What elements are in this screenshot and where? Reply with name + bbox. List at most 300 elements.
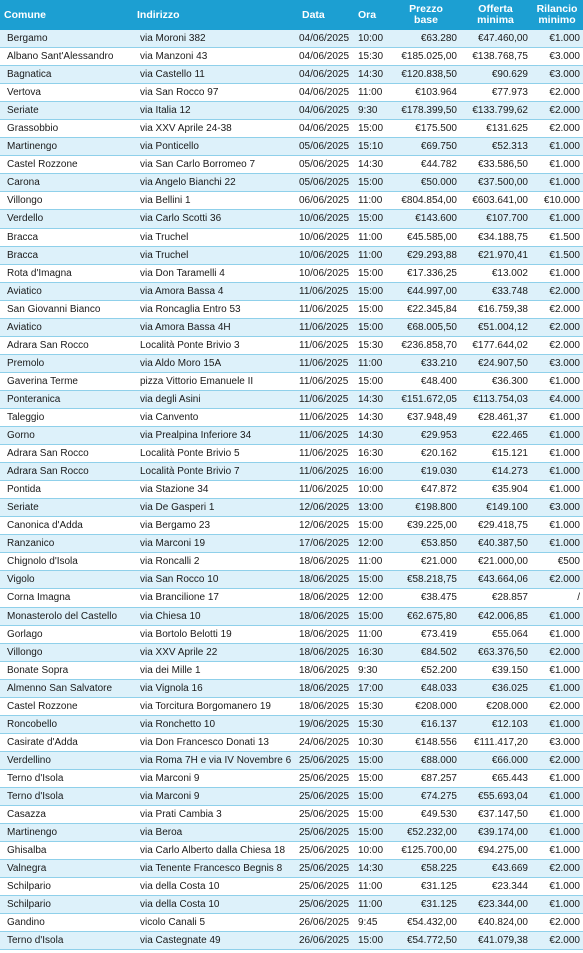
cell-rilancio-minimo: €2.000: [531, 120, 583, 138]
cell-indirizzo: via Marconi 9: [133, 787, 298, 805]
cell-comune: Villongo: [0, 192, 133, 210]
cell-data: 25/06/2025: [298, 878, 354, 896]
cell-rilancio-minimo: €3.000: [531, 66, 583, 84]
table-row: [0, 300, 583, 318]
cell-ora: 15:30: [354, 336, 392, 354]
cell-offerta-minima: €28.857: [460, 589, 531, 607]
cell-comune: Corna Imagna: [0, 589, 133, 607]
cell-indirizzo: via Truchel: [133, 246, 298, 264]
cell-prezzo-base: €120.838,50: [392, 66, 460, 84]
cell-data: 04/06/2025: [298, 84, 354, 102]
table-row: [0, 589, 583, 607]
cell-data: 11/06/2025: [298, 408, 354, 426]
cell-data: 05/06/2025: [298, 174, 354, 192]
table-row: [0, 625, 583, 643]
cell-indirizzo: via San Rocco 97: [133, 84, 298, 102]
cell-rilancio-minimo: €2.000: [531, 300, 583, 318]
cell-rilancio-minimo: €2.000: [531, 282, 583, 300]
header-offerta-minima: Offerta minima: [460, 0, 531, 30]
cell-rilancio-minimo: €1.000: [531, 896, 583, 914]
cell-indirizzo: via Truchel: [133, 228, 298, 246]
cell-data: 11/06/2025: [298, 463, 354, 481]
cell-data: 11/06/2025: [298, 372, 354, 390]
cell-offerta-minima: €23.344: [460, 878, 531, 896]
cell-comune: Martinengo: [0, 138, 133, 156]
cell-rilancio-minimo: €1.000: [531, 769, 583, 787]
cell-comune: Adrara San Rocco: [0, 336, 133, 354]
cell-data: 19/06/2025: [298, 715, 354, 733]
cell-ora: 15:00: [354, 751, 392, 769]
cell-prezzo-base: €33.210: [392, 354, 460, 372]
cell-comune: Ghisalba: [0, 842, 133, 860]
cell-rilancio-minimo: €500: [531, 553, 583, 571]
cell-indirizzo: via Chiesa 10: [133, 607, 298, 625]
cell-indirizzo: via Canvento: [133, 408, 298, 426]
cell-prezzo-base: €54.432,00: [392, 914, 460, 932]
cell-offerta-minima: €35.904: [460, 481, 531, 499]
cell-comune: Verdello: [0, 210, 133, 228]
cell-indirizzo: vicolo Canali 5: [133, 914, 298, 932]
table-row: [0, 571, 583, 589]
table-row: [0, 751, 583, 769]
cell-indirizzo: via Stazione 34: [133, 481, 298, 499]
cell-data: 11/06/2025: [298, 427, 354, 445]
cell-data: 25/06/2025: [298, 896, 354, 914]
cell-rilancio-minimo: €1.000: [531, 806, 583, 824]
cell-data: 18/06/2025: [298, 679, 354, 697]
cell-prezzo-base: €29.953: [392, 427, 460, 445]
cell-data: 25/06/2025: [298, 806, 354, 824]
cell-offerta-minima: €43.669: [460, 860, 531, 878]
cell-comune: Adrara San Rocco: [0, 463, 133, 481]
cell-ora: 10:30: [354, 733, 392, 751]
table-row: [0, 463, 583, 481]
cell-indirizzo: via XXV Aprile 24-38: [133, 120, 298, 138]
cell-offerta-minima: €12.103: [460, 715, 531, 733]
table-row: [0, 156, 583, 174]
cell-ora: 15:00: [354, 769, 392, 787]
cell-indirizzo: via Prealpina Inferiore 34: [133, 427, 298, 445]
table-row: [0, 679, 583, 697]
cell-indirizzo: via XXV Aprile 22: [133, 643, 298, 661]
cell-ora: 11:00: [354, 84, 392, 102]
cell-prezzo-base: €88.000: [392, 751, 460, 769]
cell-indirizzo: via Brancilione 17: [133, 589, 298, 607]
cell-rilancio-minimo: €1.500: [531, 246, 583, 264]
cell-data: 18/06/2025: [298, 661, 354, 679]
cell-ora: 16:30: [354, 643, 392, 661]
cell-prezzo-base: €68.005,50: [392, 318, 460, 336]
cell-ora: 15:00: [354, 517, 392, 535]
cell-ora: 15:00: [354, 120, 392, 138]
table-row: [0, 390, 583, 408]
table-row: [0, 769, 583, 787]
cell-rilancio-minimo: €3.000: [531, 733, 583, 751]
table-row: [0, 517, 583, 535]
cell-ora: 11:00: [354, 878, 392, 896]
cell-offerta-minima: €21.970,41: [460, 246, 531, 264]
cell-comune: Valnegra: [0, 860, 133, 878]
cell-data: 12/06/2025: [298, 517, 354, 535]
cell-ora: 11:00: [354, 228, 392, 246]
cell-comune: Terno d'Isola: [0, 932, 133, 950]
cell-prezzo-base: €73.419: [392, 625, 460, 643]
cell-rilancio-minimo: €2.000: [531, 697, 583, 715]
cell-data: 10/06/2025: [298, 246, 354, 264]
cell-offerta-minima: €33.586,50: [460, 156, 531, 174]
table-row: [0, 661, 583, 679]
table-row: [0, 246, 583, 264]
cell-offerta-minima: €21.000,00: [460, 553, 531, 571]
table-row: [0, 553, 583, 571]
cell-comune: Schilpario: [0, 878, 133, 896]
cell-data: 04/06/2025: [298, 102, 354, 120]
cell-prezzo-base: €236.858,70: [392, 336, 460, 354]
cell-data: 10/06/2025: [298, 264, 354, 282]
cell-ora: 15:10: [354, 138, 392, 156]
cell-prezzo-base: €47.872: [392, 481, 460, 499]
header-comune: Comune: [0, 0, 133, 30]
cell-data: 11/06/2025: [298, 282, 354, 300]
cell-prezzo-base: €84.502: [392, 643, 460, 661]
cell-data: 11/06/2025: [298, 336, 354, 354]
cell-rilancio-minimo: €2.000: [531, 336, 583, 354]
cell-offerta-minima: €40.824,00: [460, 914, 531, 932]
cell-indirizzo: Località Ponte Brivio 7: [133, 463, 298, 481]
cell-comune: Albano Sant'Alessandro: [0, 48, 133, 66]
cell-comune: Aviatico: [0, 318, 133, 336]
cell-comune: Bagnatica: [0, 66, 133, 84]
cell-ora: 14:30: [354, 408, 392, 426]
table-row: [0, 228, 583, 246]
cell-ora: 15:00: [354, 824, 392, 842]
cell-data: 04/06/2025: [298, 66, 354, 84]
cell-prezzo-base: €49.530: [392, 806, 460, 824]
table-row: [0, 84, 583, 102]
cell-comune: Gaverina Terme: [0, 372, 133, 390]
table-row: [0, 408, 583, 426]
cell-indirizzo: via Manzoni 43: [133, 48, 298, 66]
cell-offerta-minima: €42.006,85: [460, 607, 531, 625]
cell-offerta-minima: €94.275,00: [460, 842, 531, 860]
cell-offerta-minima: €43.664,06: [460, 571, 531, 589]
cell-prezzo-base: €44.782: [392, 156, 460, 174]
cell-comune: Castel Rozzone: [0, 697, 133, 715]
cell-prezzo-base: €22.345,84: [392, 300, 460, 318]
cell-indirizzo: via Amora Bassa 4H: [133, 318, 298, 336]
cell-data: 25/06/2025: [298, 769, 354, 787]
table-row: [0, 643, 583, 661]
cell-ora: 15:00: [354, 300, 392, 318]
cell-data: 11/06/2025: [298, 318, 354, 336]
cell-comune: Aviatico: [0, 282, 133, 300]
cell-offerta-minima: €37.147,50: [460, 806, 531, 824]
cell-prezzo-base: €103.964: [392, 84, 460, 102]
cell-rilancio-minimo: €2.000: [531, 860, 583, 878]
cell-offerta-minima: €29.418,75: [460, 517, 531, 535]
table-row: [0, 427, 583, 445]
table-row: [0, 481, 583, 499]
cell-ora: 14:30: [354, 156, 392, 174]
table-row: [0, 878, 583, 896]
cell-offerta-minima: €47.460,00: [460, 30, 531, 48]
table-row: [0, 806, 583, 824]
cell-prezzo-base: €19.030: [392, 463, 460, 481]
cell-indirizzo: via Angelo Bianchi 22: [133, 174, 298, 192]
cell-ora: 9:30: [354, 661, 392, 679]
cell-offerta-minima: €14.273: [460, 463, 531, 481]
cell-ora: 14:30: [354, 427, 392, 445]
table-row: [0, 318, 583, 336]
cell-rilancio-minimo: €1.000: [531, 787, 583, 805]
cell-ora: 15:00: [354, 210, 392, 228]
cell-ora: 15:00: [354, 372, 392, 390]
cell-comune: San Giovanni Bianco: [0, 300, 133, 318]
table-row: [0, 914, 583, 932]
cell-offerta-minima: €107.700: [460, 210, 531, 228]
table-row: [0, 824, 583, 842]
cell-comune: Gorno: [0, 427, 133, 445]
cell-comune: Castel Rozzone: [0, 156, 133, 174]
cell-data: 10/06/2025: [298, 228, 354, 246]
cell-comune: Casirate d'Adda: [0, 733, 133, 751]
table-row: [0, 535, 583, 553]
cell-comune: Vigolo: [0, 571, 133, 589]
table-row: [0, 48, 583, 66]
table-row: [0, 860, 583, 878]
cell-offerta-minima: €39.150: [460, 661, 531, 679]
cell-offerta-minima: €41.079,38: [460, 932, 531, 950]
cell-data: 25/06/2025: [298, 860, 354, 878]
cell-prezzo-base: €62.675,80: [392, 607, 460, 625]
cell-offerta-minima: €16.759,38: [460, 300, 531, 318]
cell-prezzo-base: €58.218,75: [392, 571, 460, 589]
cell-indirizzo: via Prati Cambia 3: [133, 806, 298, 824]
cell-data: 18/06/2025: [298, 589, 354, 607]
cell-ora: 15:00: [354, 264, 392, 282]
cell-offerta-minima: €149.100: [460, 499, 531, 517]
cell-rilancio-minimo: €1.000: [531, 625, 583, 643]
table-row: [0, 264, 583, 282]
cell-indirizzo: via Roma 7H e via IV Novembre 6: [133, 751, 298, 769]
cell-rilancio-minimo: €1.000: [531, 824, 583, 842]
table-row: [0, 210, 583, 228]
cell-indirizzo: via Bergamo 23: [133, 517, 298, 535]
cell-offerta-minima: €51.004,12: [460, 318, 531, 336]
cell-offerta-minima: €40.387,50: [460, 535, 531, 553]
cell-rilancio-minimo: €1.000: [531, 517, 583, 535]
cell-comune: Adrara San Rocco: [0, 445, 133, 463]
cell-comune: Bracca: [0, 228, 133, 246]
cell-rilancio-minimo: €2.000: [531, 932, 583, 950]
cell-comune: Verdellino: [0, 751, 133, 769]
cell-prezzo-base: €69.750: [392, 138, 460, 156]
cell-offerta-minima: €66.000: [460, 751, 531, 769]
cell-prezzo-base: €45.585,00: [392, 228, 460, 246]
cell-rilancio-minimo: €1.000: [531, 427, 583, 445]
table-row: [0, 932, 583, 950]
cell-data: 25/06/2025: [298, 787, 354, 805]
cell-rilancio-minimo: €10.000: [531, 192, 583, 210]
cell-prezzo-base: €31.125: [392, 896, 460, 914]
cell-comune: Carona: [0, 174, 133, 192]
cell-rilancio-minimo: €2.000: [531, 643, 583, 661]
cell-prezzo-base: €148.556: [392, 733, 460, 751]
cell-ora: 14:30: [354, 66, 392, 84]
cell-prezzo-base: €185.025,00: [392, 48, 460, 66]
cell-ora: 11:00: [354, 553, 392, 571]
cell-ora: 15:30: [354, 697, 392, 715]
cell-comune: Terno d'Isola: [0, 787, 133, 805]
cell-data: 17/06/2025: [298, 535, 354, 553]
cell-ora: 15:00: [354, 607, 392, 625]
cell-offerta-minima: €133.799,62: [460, 102, 531, 120]
cell-comune: Gandino: [0, 914, 133, 932]
cell-comune: Bonate Sopra: [0, 661, 133, 679]
cell-indirizzo: via Torcitura Borgomanero 19: [133, 697, 298, 715]
cell-rilancio-minimo: €2.000: [531, 914, 583, 932]
cell-rilancio-minimo: €1.000: [531, 679, 583, 697]
cell-offerta-minima: €37.500,00: [460, 174, 531, 192]
cell-ora: 15:00: [354, 932, 392, 950]
cell-offerta-minima: €22.465: [460, 427, 531, 445]
cell-comune: Vertova: [0, 84, 133, 102]
header-rilancio-minimo: Rilancio minimo: [531, 0, 583, 30]
cell-data: 06/06/2025: [298, 192, 354, 210]
cell-comune: Villongo: [0, 643, 133, 661]
cell-data: 11/06/2025: [298, 300, 354, 318]
cell-ora: 10:00: [354, 30, 392, 48]
cell-ora: 11:00: [354, 246, 392, 264]
cell-rilancio-minimo: €1.000: [531, 715, 583, 733]
cell-rilancio-minimo: €4.000: [531, 390, 583, 408]
table-row: [0, 66, 583, 84]
cell-comune: Schilpario: [0, 896, 133, 914]
cell-data: 18/06/2025: [298, 553, 354, 571]
cell-ora: 14:30: [354, 860, 392, 878]
cell-data: 12/06/2025: [298, 499, 354, 517]
header-ora: Ora: [354, 0, 392, 30]
cell-comune: Almenno San Salvatore: [0, 679, 133, 697]
cell-prezzo-base: €52.200: [392, 661, 460, 679]
cell-data: 05/06/2025: [298, 156, 354, 174]
cell-data: 04/06/2025: [298, 120, 354, 138]
cell-comune: Roncobello: [0, 715, 133, 733]
cell-comune: Monasterolo del Castello: [0, 607, 133, 625]
cell-comune: Pontida: [0, 481, 133, 499]
cell-ora: 15:00: [354, 787, 392, 805]
cell-comune: Premolo: [0, 354, 133, 372]
cell-comune: Terno d'Isola: [0, 769, 133, 787]
cell-data: 26/06/2025: [298, 932, 354, 950]
cell-ora: 15:30: [354, 48, 392, 66]
cell-offerta-minima: €177.644,02: [460, 336, 531, 354]
cell-indirizzo: via Ronchetto 10: [133, 715, 298, 733]
cell-indirizzo: via Moroni 382: [133, 30, 298, 48]
cell-prezzo-base: €198.800: [392, 499, 460, 517]
cell-rilancio-minimo: €1.000: [531, 174, 583, 192]
table-row: [0, 697, 583, 715]
cell-rilancio-minimo: €2.000: [531, 571, 583, 589]
cell-data: 10/06/2025: [298, 210, 354, 228]
cell-data: 18/06/2025: [298, 571, 354, 589]
cell-indirizzo: Località Ponte Brivio 5: [133, 445, 298, 463]
cell-offerta-minima: €603.641,00: [460, 192, 531, 210]
cell-indirizzo: via Tenente Francesco Begnis 8: [133, 860, 298, 878]
cell-rilancio-minimo: €1.000: [531, 481, 583, 499]
cell-indirizzo: via della Costa 10: [133, 878, 298, 896]
cell-rilancio-minimo: €1.000: [531, 372, 583, 390]
header-data: Data: [298, 0, 354, 30]
cell-offerta-minima: €113.754,03: [460, 390, 531, 408]
cell-indirizzo: via dei Mille 1: [133, 661, 298, 679]
cell-comune: Bracca: [0, 246, 133, 264]
cell-offerta-minima: €77.973: [460, 84, 531, 102]
cell-rilancio-minimo: €3.000: [531, 499, 583, 517]
cell-indirizzo: via San Rocco 10: [133, 571, 298, 589]
cell-ora: 9:45: [354, 914, 392, 932]
header-prezzo-base: Prezzo base: [392, 0, 460, 30]
table-row: [0, 499, 583, 517]
cell-prezzo-base: €16.137: [392, 715, 460, 733]
cell-comune: Chignolo d'Isola: [0, 553, 133, 571]
cell-data: 04/06/2025: [298, 30, 354, 48]
table-row: [0, 174, 583, 192]
cell-data: 05/06/2025: [298, 138, 354, 156]
cell-offerta-minima: €24.907,50: [460, 354, 531, 372]
cell-rilancio-minimo: €1.000: [531, 661, 583, 679]
cell-offerta-minima: €33.748: [460, 282, 531, 300]
cell-ora: 9:30: [354, 102, 392, 120]
cell-ora: 11:00: [354, 896, 392, 914]
table-row: [0, 607, 583, 625]
cell-comune: Taleggio: [0, 408, 133, 426]
cell-ora: 12:00: [354, 535, 392, 553]
cell-data: 11/06/2025: [298, 445, 354, 463]
cell-indirizzo: via Italia 12: [133, 102, 298, 120]
cell-indirizzo: via Marconi 9: [133, 769, 298, 787]
cell-data: 18/06/2025: [298, 697, 354, 715]
cell-indirizzo: via Carlo Scotti 36: [133, 210, 298, 228]
cell-data: 25/06/2025: [298, 751, 354, 769]
cell-prezzo-base: €48.400: [392, 372, 460, 390]
table-row: [0, 282, 583, 300]
cell-rilancio-minimo: €3.000: [531, 48, 583, 66]
table-row: [0, 138, 583, 156]
cell-data: 26/06/2025: [298, 914, 354, 932]
cell-indirizzo: via Bellini 1: [133, 192, 298, 210]
table-row: [0, 372, 583, 390]
cell-offerta-minima: €13.002: [460, 264, 531, 282]
cell-ora: 15:00: [354, 318, 392, 336]
cell-prezzo-base: €125.700,00: [392, 842, 460, 860]
cell-comune: Martinengo: [0, 824, 133, 842]
cell-data: 18/06/2025: [298, 643, 354, 661]
header-row: [0, 0, 583, 30]
cell-ora: 16:00: [354, 463, 392, 481]
cell-ora: 10:00: [354, 842, 392, 860]
cell-rilancio-minimo: €2.000: [531, 102, 583, 120]
cell-rilancio-minimo: /: [531, 589, 583, 607]
cell-prezzo-base: €52.232,00: [392, 824, 460, 842]
cell-prezzo-base: €17.336,25: [392, 264, 460, 282]
cell-data: 24/06/2025: [298, 733, 354, 751]
cell-comune: Gorlago: [0, 625, 133, 643]
cell-rilancio-minimo: €1.000: [531, 210, 583, 228]
table-row: [0, 787, 583, 805]
table-row: [0, 842, 583, 860]
table-row: [0, 192, 583, 210]
